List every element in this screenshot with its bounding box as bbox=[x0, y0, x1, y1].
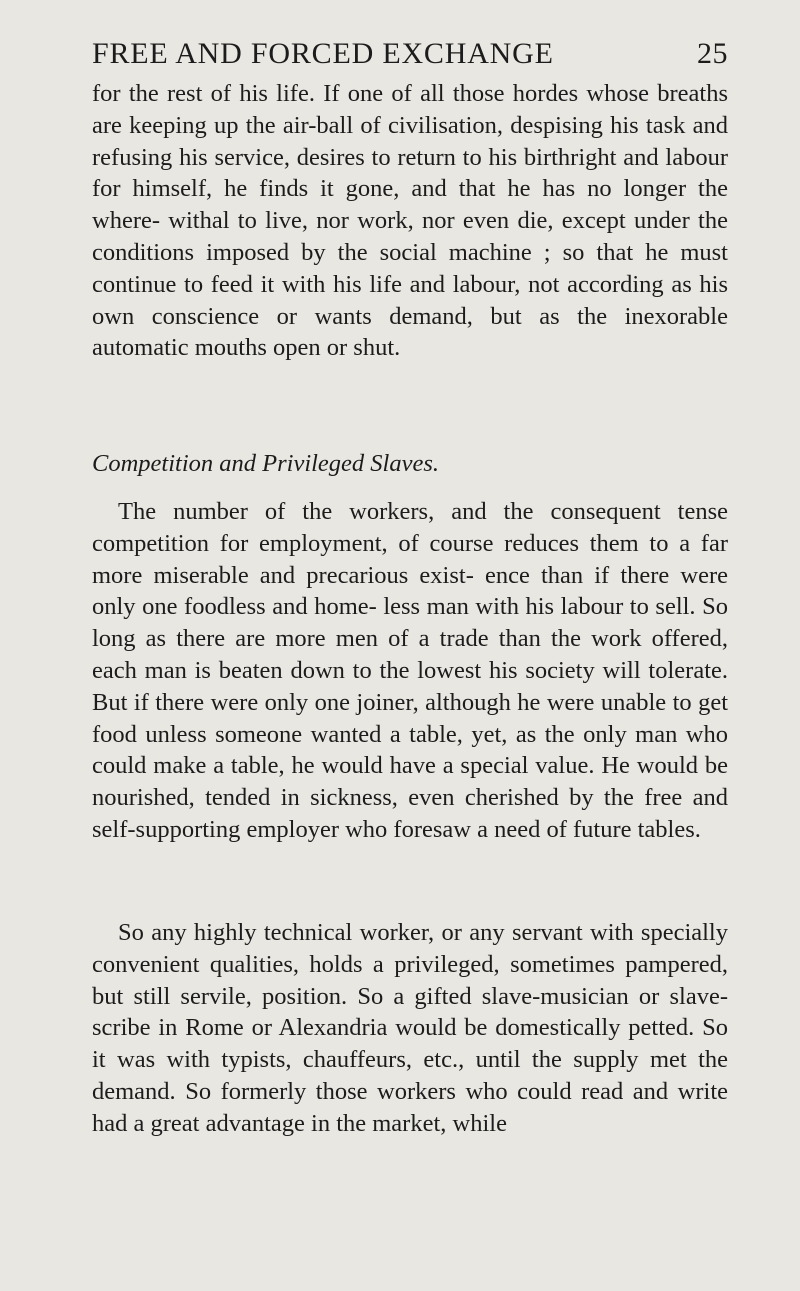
paragraph-1: for the rest of his life. If one of all those hordes whose breaths are keeping up the air-ball of civilisation, despising his task and refusing his service, desires to return to his birthright and labour for himself, he finds it gone, and that he has no longer the where- withal to live, nor work, nor even die, except under the conditions imposed by the social machine ; so that he must continue to feed it with his life and labour, not according as his own conscience or wants demand, but as the inexorable automatic mouths open or shut. bbox=[92, 80, 728, 362]
paragraph-3: So any highly technical worker, or any servant with specially convenient qualities, holds a privileged, sometimes pampered, but still servile, position. So a gifted slave-musician or slave-scribe in Rome or Alexandria would be domestically petted. So it was with typists, chauffeurs, etc., until the supply met the demand. So formerly those workers who could read and write had a great advantage in the market, while bbox=[92, 919, 728, 1137]
paragraph-block-1 bbox=[92, 78, 728, 364]
paragraph-2: The number of the workers, and the consequent tense competition for employment, of course reduces them to a far more miserable and precarious exist- ence than if there were only one foodless and home- less man with his labour to sell. So long as there are more men of a trade than the work offered, each man is beaten down to the lowest his society will tolerate. But if there were only one joiner, although he were unable to get food unless someone wanted a table, yet, as the only man who could make a table, he would have a special value. He would be nourished, tended in sickness, even cherished by the free and self-supporting employer who foresaw a need of future tables. bbox=[92, 498, 728, 843]
running-head-title: FREE AND FORCED EXCHANGE bbox=[92, 37, 554, 70]
paragraph-block-3 bbox=[92, 917, 728, 1140]
running-head bbox=[92, 34, 728, 74]
paragraph-block-2 bbox=[92, 496, 728, 846]
page-number: 25 bbox=[697, 37, 728, 70]
section-heading: Competition and Privileged Slaves. bbox=[92, 450, 440, 477]
